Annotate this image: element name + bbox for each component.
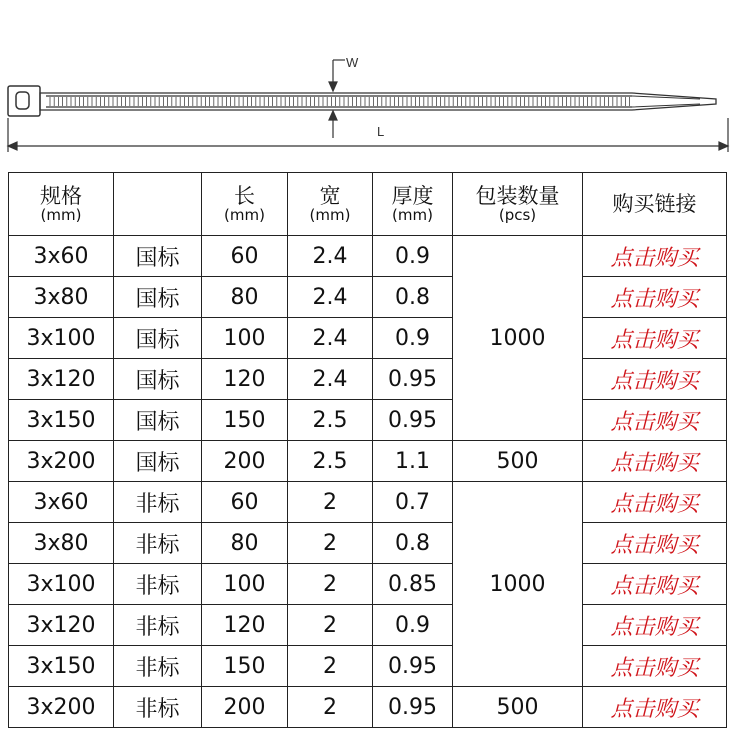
width-cell: 2.4 [288,359,373,400]
buy-link[interactable]: 点击购买 [583,646,727,687]
length-cell: 150 [202,400,288,441]
length-cell: 200 [202,687,288,728]
width-cell: 2.4 [288,277,373,318]
spec-cell: 3x120 [9,359,114,400]
qty-cell: 500 [453,687,583,728]
header-length: 长 (mm) [202,173,288,236]
buy-link[interactable]: 点击购买 [583,236,727,277]
thickness-cell: 0.8 [373,277,453,318]
buy-link[interactable]: 点击购买 [583,318,727,359]
header-type [114,173,202,236]
type-cell: 国标 [114,277,202,318]
table-row [9,441,727,482]
thickness-cell: 0.7 [373,482,453,523]
table-header-row [9,173,727,236]
length-cell: 60 [202,236,288,277]
thickness-cell: 0.9 [373,318,453,359]
table-row [9,687,727,728]
spec-cell: 3x100 [9,564,114,605]
spec-cell: 3x60 [9,482,114,523]
type-cell: 国标 [114,359,202,400]
length-cell: 120 [202,359,288,400]
length-cell: 200 [202,441,288,482]
width-cell: 2 [288,605,373,646]
spec-cell: 3x150 [9,400,114,441]
thickness-cell: 0.9 [373,605,453,646]
width-cell: 2.4 [288,236,373,277]
table-row [9,236,727,277]
buy-link[interactable]: 点击购买 [583,400,727,441]
header-spec: 规格 (mm) [9,173,114,236]
table-row [9,277,727,318]
length-cell: 150 [202,646,288,687]
buy-link[interactable]: 点击购买 [583,523,727,564]
type-cell: 国标 [114,318,202,359]
length-cell: 80 [202,277,288,318]
spec-cell: 3x60 [9,236,114,277]
table-row [9,400,727,441]
type-cell: 非标 [114,687,202,728]
length-cell: 100 [202,318,288,359]
buy-link[interactable]: 点击购买 [583,564,727,605]
qty-cell: 500 [453,441,583,482]
thickness-cell: 0.95 [373,687,453,728]
cable-tie-diagram [0,0,736,170]
type-cell: 非标 [114,564,202,605]
table-row [9,564,727,605]
buy-link[interactable]: 点击购买 [583,605,727,646]
header-qty: 包装数量 (pcs) [453,173,583,236]
width-cell: 2 [288,646,373,687]
buy-link[interactable]: 点击购买 [583,359,727,400]
length-cell: 120 [202,605,288,646]
width-cell: 2 [288,482,373,523]
buy-link[interactable]: 点击购买 [583,482,727,523]
spec-cell: 3x120 [9,605,114,646]
table-row [9,359,727,400]
qty-cell: 1000 [453,236,583,441]
buy-link[interactable]: 点击购买 [583,441,727,482]
thickness-cell: 0.8 [373,523,453,564]
width-cell: 2 [288,564,373,605]
length-cell: 100 [202,564,288,605]
type-cell: 非标 [114,605,202,646]
spec-cell: 3x150 [9,646,114,687]
header-width: 宽 (mm) [288,173,373,236]
spec-cell: 3x200 [9,441,114,482]
table-row [9,523,727,564]
length-dimension [8,118,728,152]
type-cell: 非标 [114,523,202,564]
type-cell: 国标 [114,236,202,277]
thickness-cell: 0.95 [373,359,453,400]
cable-tie-head [8,86,40,116]
width-cell: 2.4 [288,318,373,359]
type-cell: 国标 [114,400,202,441]
width-cell: 2 [288,523,373,564]
spec-cell: 3x100 [9,318,114,359]
thickness-cell: 0.9 [373,236,453,277]
spec-table [8,172,727,728]
buy-link[interactable]: 点击购买 [583,277,727,318]
spec-cell: 3x200 [9,687,114,728]
length-cell: 60 [202,482,288,523]
width-cell: 2.5 [288,400,373,441]
table-row [9,646,727,687]
width-cell: 2 [288,687,373,728]
type-cell: 非标 [114,646,202,687]
thickness-cell: 0.95 [373,646,453,687]
spec-cell: 3x80 [9,277,114,318]
buy-link[interactable]: 点击购买 [583,687,727,728]
width-cell: 2.5 [288,441,373,482]
header-link: 购买链接 [583,173,727,236]
length-label: L [377,124,385,139]
header-thickness: 厚度 (mm) [373,173,453,236]
width-label: W [346,55,359,70]
qty-cell: 1000 [453,482,583,687]
type-cell: 非标 [114,482,202,523]
length-cell: 80 [202,523,288,564]
spec-cell: 3x80 [9,523,114,564]
thickness-cell: 0.95 [373,400,453,441]
thickness-cell: 0.85 [373,564,453,605]
table-row [9,605,727,646]
strap-teeth [50,97,630,106]
thickness-cell: 1.1 [373,441,453,482]
type-cell: 国标 [114,441,202,482]
table-row [9,482,727,523]
table-row [9,318,727,359]
